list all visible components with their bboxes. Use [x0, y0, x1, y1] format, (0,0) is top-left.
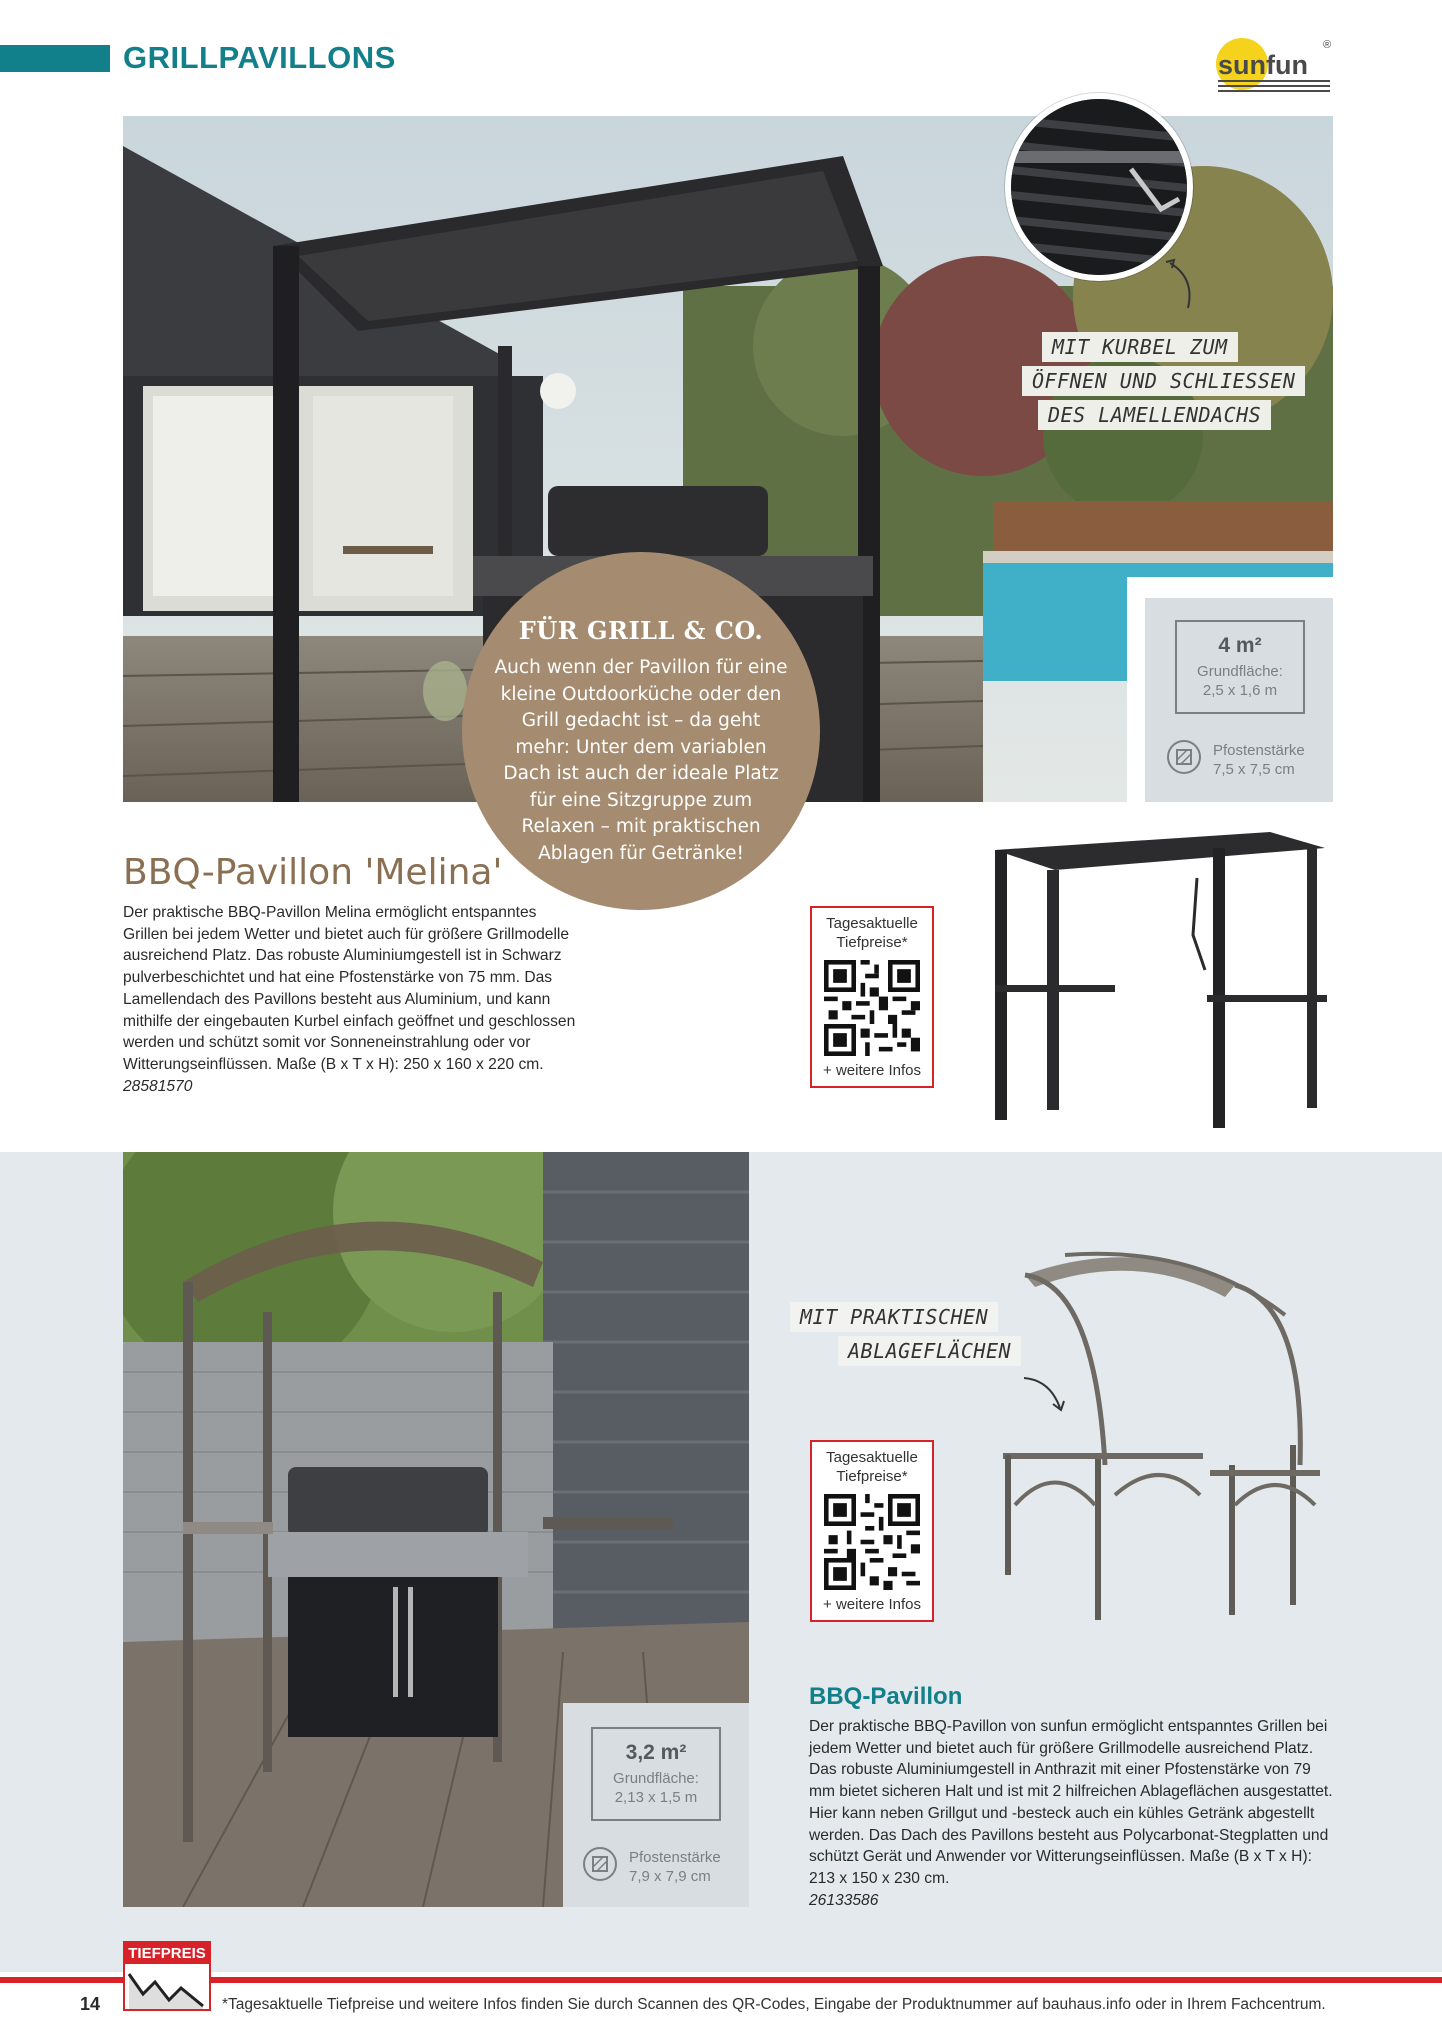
callout-ablage-line-2: ABLAGEFLÄCHEN [838, 1336, 1021, 1366]
bbq-product-cutout [985, 1245, 1335, 1635]
qr-code-icon[interactable] [824, 1494, 920, 1590]
callout-kurbel-line-2: ÖFFNEN UND SCHLIESSEN [1022, 366, 1305, 396]
qr-box-product2[interactable] [810, 1440, 934, 1622]
spec-box-bbq [563, 1703, 749, 1907]
callout-kurbel-line-3: DES LAMELLENDACHS [1038, 400, 1271, 430]
tiefpreis-badge [123, 1941, 211, 2011]
logo-text: sunfun [1218, 50, 1308, 80]
logo-registered-mark: ® [1323, 39, 1332, 51]
post-label: Pfostenstärke [1213, 742, 1305, 759]
product2-title: BBQ-Pavillon [809, 1683, 963, 1710]
product1-description-block [123, 902, 583, 1097]
post-spec [629, 1848, 721, 1886]
qr-box-product1[interactable] [810, 906, 934, 1088]
post-dims: 7,9 x 7,9 cm [629, 1868, 711, 1885]
qr-caption-bottom: + weitere Infos [823, 1062, 921, 1079]
spec-box-melina [1145, 598, 1333, 802]
post-label: Pfostenstärke [629, 1849, 721, 1866]
area-value: 4 m² [1218, 634, 1262, 657]
product2-sku: 26133586 [809, 1891, 879, 1909]
callout-kurbel-line-1: MIT KURBEL ZUM [1042, 332, 1238, 362]
price-drop-chart-icon [125, 1964, 209, 2009]
area-value: 3,2 m² [625, 1741, 687, 1764]
area-dims: 2,5 x 1,6 m [1202, 682, 1278, 699]
callout-arrow-icon [1160, 258, 1210, 318]
area-label: Grundfläche: [1197, 663, 1283, 680]
tiefpreis-label: TIEFPREIS [125, 1943, 209, 1964]
post-dims: 7,5 x 7,5 cm [1213, 761, 1295, 778]
post-profile-icon [583, 1847, 617, 1881]
product1-title: BBQ-Pavillon 'Melina' [123, 852, 503, 893]
area-dims: 2,13 x 1,5 m [614, 1789, 698, 1806]
qr-caption-top: Tagesaktuelle Tiefpreise* [826, 1449, 918, 1485]
feature-circle-title: FÜR GRILL & CO. [518, 616, 764, 645]
feature-circle [462, 552, 820, 910]
product1-sku: 28581570 [123, 1077, 193, 1095]
qr-caption-top: Tagesaktuelle Tiefpreise* [826, 915, 918, 951]
crank-detail-inset [1005, 93, 1193, 281]
melina-product-cutout [985, 830, 1335, 1135]
product1-description: Der praktische BBQ-Pavillon Melina ermöglicht entspanntes Grillen bei jedem Wetter und bietet auch für größere Grillmodelle ausreichend Platz. Das robuste Aluminiumgestell ist in Schwarz pulverbeschichtet und hat eine Pfostenstärke von 75 mm. Das Lamellendach des Pavillons besteht aus Aluminium, und kann mithilfe der eingebauten Kurbel einfach geöffnet und geschlossen werden und schützt somit vor Sonneneinstrahlung oder vor Witterungseinflüssen. Maße (B x T x H): 250 x 160 x 220 cm. [123, 904, 576, 1073]
header-accent-bar [0, 45, 110, 72]
page-title: GRILLPAVILLONS [123, 40, 396, 75]
post-profile-icon [1167, 740, 1201, 774]
area-label: Grundfläche: [613, 1770, 699, 1787]
area-frame [591, 1727, 721, 1821]
product2-description-block [809, 1716, 1339, 1911]
footnote: *Tagesaktuelle Tiefpreise und weitere Infos finden Sie durch Scannen des QR-Codes, Eingabe der Produktnummer auf bauhaus.info oder in Ihrem Fachcentrum. [222, 1996, 1326, 2013]
product2-description: Der praktische BBQ-Pavillon von sunfun ermöglicht entspanntes Grillen bei jedem Wetter und bietet auch für größere Grillmodelle ausreichend Platz. Das robuste Aluminiumgestell in Anthrazit mit einer Pfostenstärke von 79 mm bietet sicheren Halt und ist mit 2 hilfreichen Ablageflächen ausgestattet. Hier kann neben Grillgut und -besteck auch ein kühles Getränk abgestellt werden. Das Dach des Pavillons besteht aus Polycarbonat-Stegplatten und schützt Gerät und Anwender vor Witterungseinflüssen. Maße (B x T x H): 213 x 150 x 230 cm. [809, 1718, 1333, 1887]
qr-code-icon[interactable] [824, 960, 920, 1056]
post-spec [1213, 741, 1305, 779]
feature-circle-text: Auch wenn der Pavillon für eine kleine Outdoorküche oder den Grill gedacht ist – da geht mehr: Unter dem variablen Dach ist auch der ideale Platz für eine Sitzgruppe zum Relaxen – mit praktischen Ablagen für Getränke! [494, 657, 788, 864]
sunfun-logo[interactable] [1210, 32, 1336, 102]
area-frame [1175, 620, 1305, 714]
qr-caption-bottom: + weitere Infos [823, 1596, 921, 1613]
callout-ablage-line-1: MIT PRAKTISCHEN [790, 1302, 998, 1332]
page-number: 14 [80, 1994, 101, 2014]
footer-red-line [0, 1977, 1442, 1983]
